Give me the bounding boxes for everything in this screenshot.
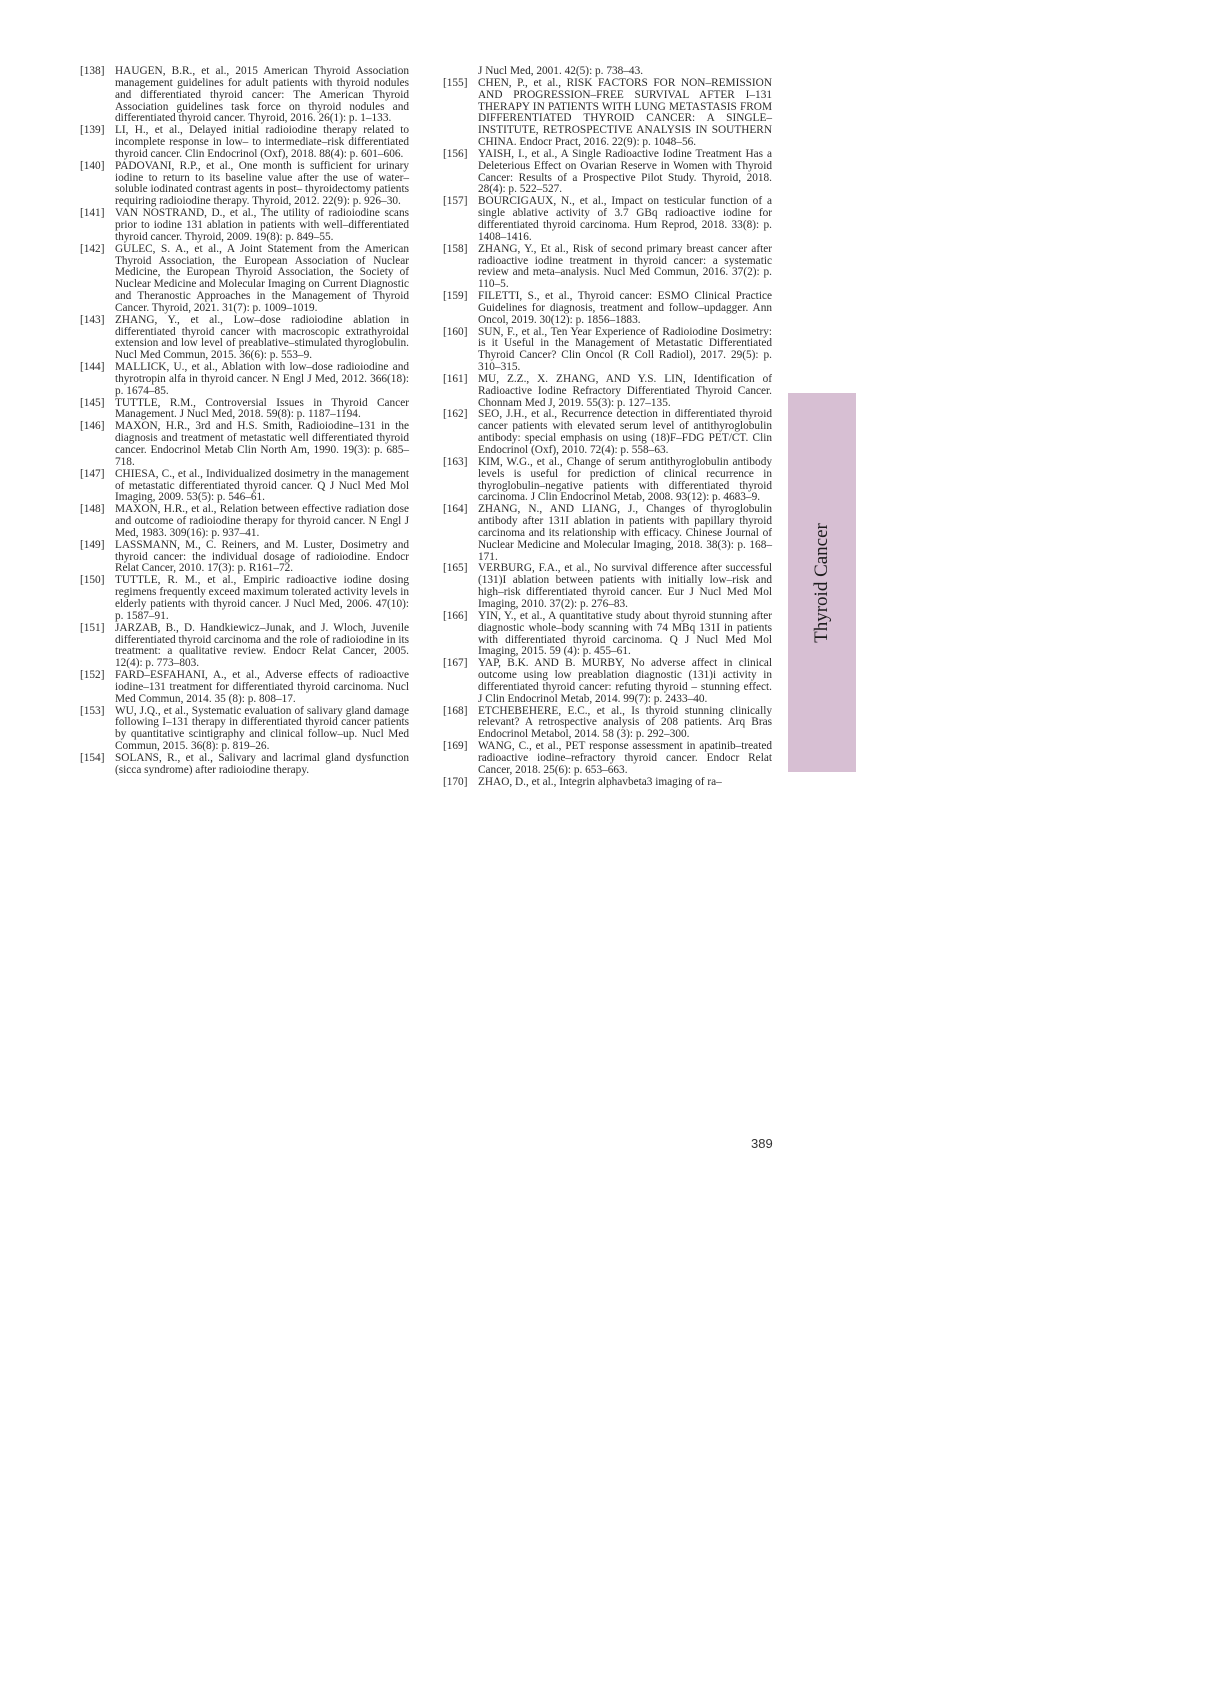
reference-item	[443, 244, 772, 291]
reference-text: MAXON, H.R., 3rd and H.S. Smith, Radioiodine–131 in the diagnosis and treatment of metastatic well differentiated thyroid cancer. Endocrinol Metab Clin North Am, 1990. 19(3): p. 685–718.	[115, 420, 409, 468]
reference-text: ZHANG, Y., et al., Low–dose radioiodine ablation in differentiated thyroid cancer with macroscopic extrathyroidal extension and low level of preablative–stimulated thyroglobulin. Nucl Med Commun, 2015. 36(6): p. 553–9.	[115, 313, 409, 362]
reference-number: [151]	[80, 621, 105, 634]
reference-item	[80, 125, 409, 161]
reference-item	[80, 670, 409, 706]
reference-text: ZHAO, D., et al., Integrin alphavbeta3 imaging of ra–	[478, 775, 722, 788]
reference-item	[80, 575, 409, 622]
reference-item	[443, 741, 772, 777]
reference-item	[443, 409, 772, 456]
reference-text: HAUGEN, B.R., et al., 2015 American Thyroid Association management guidelines for adult patients with thyroid nodules and differentiated thyroid cancer: The American Thyroid Association guidelines task force on thyroid nodules and differentiated thyroid cancer. Thyroid, 2016. 26(1): p. 1–133.	[115, 65, 409, 125]
reference-item	[80, 753, 409, 777]
reference-text: VERBURG, F.A., et al., No survival difference after successful (131)I ablation between patients with initially low–risk and high–risk differentiated thyroid cancer. Eur J Nucl Med Mol Imaging, 2010. 37(2): p. 276–83.	[478, 562, 772, 610]
reference-item	[443, 196, 772, 243]
reference-text: SUN, F., et al., Ten Year Experience of Radioiodine Dosimetry: is it Useful in the Management of Metastatic Differentiated Thyroid Cancer? Clin Oncol (R Coll Radiol), 2017. 29(5): p. 310–315.	[478, 325, 772, 374]
reference-text: FARD–ESFAHANI, A., et al., Adverse effects of radioactive iodine–131 treatment for differentiated thyroid carcinoma. Nucl Med Commun, 2014. 35 (8): p. 808–17.	[115, 669, 409, 705]
reference-number: [146]	[80, 420, 105, 433]
reference-number: [152]	[80, 669, 105, 682]
reference-text: CHIESA, C., et al., Individualized dosimetry in the management of metastatic differentiated thyroid cancer. Q J Nucl Med Mol Imaging, 2009. 53(5): p. 546–61.	[115, 467, 409, 504]
reference-item	[443, 374, 772, 410]
reference-number: [168]	[443, 704, 468, 717]
reference-text: TUTTLE, R. M., et al., Empiric radioactive iodine dosing regimens frequently exceed maximum tolerated activity levels in elderly patients with thyroid cancer. J Nucl Med, 2006. 47(10): p. 1587–91.	[115, 574, 409, 622]
reference-number: [169]	[443, 740, 468, 753]
reference-number: [140]	[80, 159, 105, 172]
reference-text: WANG, C., et al., PET response assessment in apatinib–treated radioactive iodine–refractory thyroid cancer. Endocr Relat Cancer, 2018. 25(6): p. 653–663.	[478, 740, 772, 776]
reference-text: MU, Z.Z., X. ZHANG, AND Y.S. LIN, Identification of Radioactive Iodine Refractory Differentiated Thyroid Cancer. Chonnam Med J, 2019. 55(3): p. 127–135.	[478, 372, 772, 409]
reference-text: ETCHEBEHERE, E.C., et al., Is thyroid stunning clinically relevant? A retrospective analysis of 208 patients. Arq Bras Endocrinol Metabol, 2014. 58 (3): p. 292–300.	[478, 704, 772, 741]
chapter-side-tab	[788, 393, 856, 772]
reference-text: JARZAB, B., D. Handkiewicz–Junak, and J. Wloch, Juvenile differentiated thyroid carcinoma and the role of radioiodine in its treatment: a qualitative review. Endocr Relat Cancer, 2005. 12(4): p. 773–803.	[115, 621, 409, 670]
reference-item	[80, 208, 409, 244]
reference-text: WU, J.Q., et al., Systematic evaluation of salivary gland damage following I–131 therapy in differentiated thyroid cancer patients by quantitative scintigraphy and clinical follow–up. Nucl Med Commun, 2015. 36(8): p. 819–26.	[115, 704, 409, 753]
reference-number: [142]	[80, 242, 105, 255]
reference-text: KIM, W.G., et al., Change of serum antithyroglobulin antibody levels is useful for prediction of clinical recurrence in thyroglobulin–negative patients with differentiated thyroid carcinoma. J Clin Endocrinol Metab, 2008. 93(12): p. 4683–9.	[478, 455, 772, 504]
reference-item	[80, 706, 409, 753]
reference-number: [143]	[80, 313, 105, 326]
reference-item	[80, 161, 409, 208]
reference-item	[443, 611, 772, 658]
reference-text: YIN, Y., et al., A quantitative study about thyroid stunning after diagnostic whole–body scanning with 74 MBq 131I in patients with differentiated thyroid carcinoma. Q J Nucl Med Mol Imaging, 2015. 59 (4): p. 455–61.	[478, 609, 772, 658]
reference-number: [160]	[443, 325, 468, 338]
reference-number: [149]	[80, 538, 105, 551]
reference-number: [159]	[443, 290, 468, 303]
reference-number: [141]	[80, 207, 105, 220]
reference-text: TUTTLE, R.M., Controversial Issues in Thyroid Cancer Management. J Nucl Med, 2018. 59(8): p. 1187–1194.	[115, 396, 409, 421]
reference-number: [145]	[80, 396, 105, 409]
reference-item	[80, 398, 409, 422]
reference-number: [161]	[443, 372, 468, 385]
reference-number: [162]	[443, 408, 468, 421]
reference-item	[80, 244, 409, 315]
reference-item	[443, 327, 772, 374]
reference-item	[80, 66, 409, 125]
reference-text: LASSMANN, M., C. Reiners, and M. Luster, Dosimetry and thyroid cancer: the individual dosage of radioiodine. Endocr Relat Cancer, 2010. 17(3): p. R161–72.	[115, 538, 409, 575]
reference-item	[443, 563, 772, 610]
reference-text: ZHANG, Y., Et al., Risk of second primary breast cancer after radioactive iodine treatment in thyroid cancer: a systematic review and meta–analysis. Nucl Med Commun, 2016. 37(2): p. 110–5.	[478, 242, 772, 291]
reference-item	[443, 504, 772, 563]
reference-item	[443, 706, 772, 742]
reference-number: [155]	[443, 76, 468, 89]
reference-item	[80, 504, 409, 540]
reference-number: [164]	[443, 503, 468, 516]
reference-text: ZHANG, N., AND LIANG, J., Changes of thyroglobulin antibody after 131I ablation in patients with papillary thyroid carcinoma and its relationship with efficacy. Chinese Journal of Nuclear Medicine and Molecular Imaging, 2018. 38(3): p. 168–171.	[478, 503, 772, 563]
reference-number: [144]	[80, 361, 105, 374]
right-reference-column	[443, 66, 772, 788]
reference-item	[443, 78, 772, 149]
reference-number: [166]	[443, 609, 468, 622]
reference-number: [153]	[80, 704, 105, 717]
reference-number: [167]	[443, 657, 468, 670]
reference-number: [154]	[80, 751, 105, 764]
reference-text: MALLICK, U., et al., Ablation with low–dose radioiodine and thyrotropin alfa in thyroid cancer. N Engl J Med, 2012. 366(18): p. 1674–85.	[115, 361, 409, 397]
reference-item	[80, 469, 409, 505]
reference-text: MAXON, H.R., et al., Relation between effective radiation dose and outcome of radioiodine therapy for thyroid cancer. N Engl J Med, 1983. 309(16): p. 937–41.	[115, 503, 409, 539]
reference-item	[80, 623, 409, 670]
reference-item	[80, 540, 409, 576]
reference-number: [139]	[80, 124, 105, 137]
reference-number: [147]	[80, 467, 105, 480]
reference-item	[443, 777, 772, 789]
reference-item	[80, 421, 409, 468]
reference-text: FILETTI, S., et al., Thyroid cancer: ESMO Clinical Practice Guidelines for diagnosis, treatment and follow–updagger. Ann Oncol, 2019. 30(12): p. 1856–1883.	[478, 290, 772, 326]
reference-item	[80, 362, 409, 398]
reference-text: LI, H., et al., Delayed initial radioiodine therapy related to incomplete response in low– to intermediate–risk differentiated thyroid cancer. Clin Endocrinol (Oxf), 2018. 88(4): p. 601–606.	[115, 124, 409, 160]
page-number: 389	[751, 1136, 773, 1151]
reference-number: [148]	[80, 503, 105, 516]
reference-number: [165]	[443, 562, 468, 575]
reference-number: [157]	[443, 195, 468, 208]
chapter-tab-label: Thyroid Cancer	[811, 522, 832, 643]
reference-item	[443, 291, 772, 327]
reference-text: SEO, J.H., et al., Recurrence detection in differentiated thyroid cancer patients with elevated serum level of antithyroglobulin antibody: special emphasis on using (18)F–FDG PET/CT. Clin Endocrinol (Oxf), 2010. 72(4): p. 558–63.	[478, 408, 772, 456]
reference-text: YAISH, I., et al., A Single Radioactive Iodine Treatment Has a Deleterious Effect on Ovarian Reserve in Women with Thyroid Cancer: Results of a Prospective Pilot Study. Thyroid, 2018. 28(4): p. 522–527.	[478, 147, 772, 196]
left-reference-column	[80, 66, 409, 777]
reference-number: [163]	[443, 455, 468, 468]
reference-text: PADOVANI, R.P., et al., One month is sufficient for urinary iodine to return to its baseline value after the use of water–soluble iodinated contrast agents in post– thyroidectomy patients requiring radioiodine therapy. Thyroid, 2012. 22(9): p. 926–30.	[115, 159, 409, 208]
reference-item	[80, 315, 409, 362]
reference-number: [150]	[80, 574, 105, 587]
reference-text: GULEC, S. A., et al., A Joint Statement from the American Thyroid Association, the European Association of Nuclear Medicine, the European Thyroid Association, the Society of Nuclear Medicine and Molecular Imaging on Current Diagnostic and Theranostic Approaches in the Management of Thyroid Cancer. Thyroid, 2021. 31(7): p. 1009–1019.	[115, 242, 409, 314]
reference-number: [170]	[443, 775, 468, 788]
reference-item	[443, 149, 772, 196]
reference-item	[443, 457, 772, 504]
reference-text: BOURCIGAUX, N., et al., Impact on testicular function of a single ablative activity of 3.7 GBq radioactive iodine for differentiated thyroid carcinoma. Hum Reprod, 2018. 33(8): p. 1408–1416.	[478, 195, 772, 243]
reference-number: [138]	[80, 65, 105, 77]
reference-continuation: J Nucl Med, 2001. 42(5): p. 738–43.	[478, 65, 644, 77]
reference-number: [156]	[443, 147, 468, 160]
reference-text: YAP, B.K. AND B. MURBY, No adverse affect in clinical outcome using low preablation diagnostic (131)i activity in differentiated thyroid cancer: refuting thyroid – stunning effect. J Clin Endocrinol Metab, 2014. 99(7): p. 2433–40.	[478, 657, 772, 705]
reference-number: [158]	[443, 242, 468, 255]
reference-text: CHEN, P., et al., RISK FACTORS FOR NON–REMISSION AND PROGRESSION–FREE SURVIVAL AFTER I–131 THERAPY IN PATIENTS WITH LUNG METASTASIS FROM DIFFERENTIATED THYROID CANCER: A SINGLE–INSTITUTE, RETROSPECTIVE ANALYSIS IN SOUTHERN CHINA. Endocr Pract, 2016. 22(9): p. 1048–56.	[478, 76, 772, 149]
reference-text: SOLANS, R., et al., Salivary and lacrimal gland dysfunction (sicca syndrome) after radioiodine therapy.	[115, 751, 409, 776]
reference-item	[443, 658, 772, 705]
reference-text: VAN NOSTRAND, D., et al., The utility of radioiodine scans prior to iodine 131 ablation in patients with well–differentiated thyroid cancer. Thyroid, 2009. 19(8): p. 849–55.	[115, 207, 409, 243]
